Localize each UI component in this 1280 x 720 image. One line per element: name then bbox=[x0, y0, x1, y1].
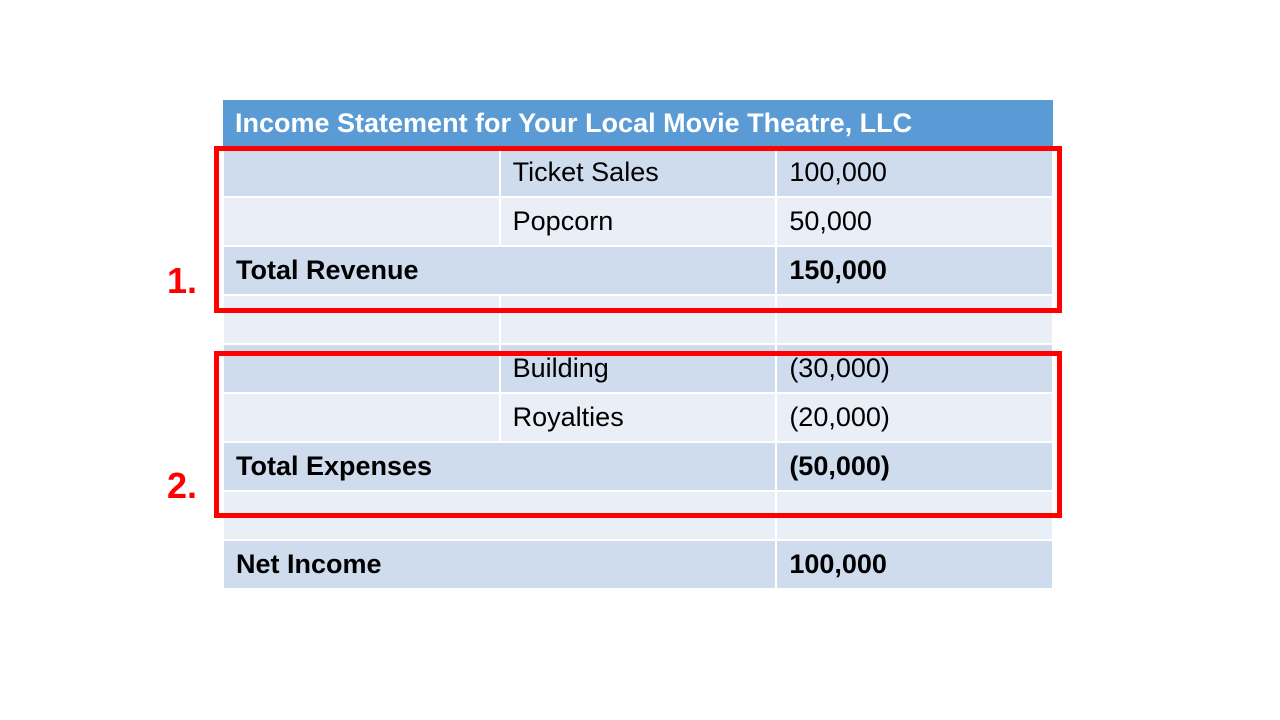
marker-1-label: 1. bbox=[167, 260, 198, 301]
net-income-row bbox=[223, 540, 1053, 589]
total-expenses-label: Total Expenses bbox=[223, 442, 776, 491]
line-item-label: Ticket Sales bbox=[500, 148, 777, 197]
revenue-highlight-box bbox=[214, 146, 1062, 313]
net-income-value: 100,000 bbox=[776, 540, 1053, 589]
line-item-label: Building bbox=[500, 344, 777, 393]
marker-2-label: 2. bbox=[167, 465, 198, 506]
expenses-highlight-box bbox=[214, 351, 1062, 518]
table-title: Income Statement for Your Local Movie Theatre, LLC bbox=[223, 100, 1053, 148]
line-item-label: Popcorn bbox=[500, 197, 777, 246]
line-item-value: 100,000 bbox=[776, 148, 1053, 197]
line-item-value: (30,000) bbox=[776, 344, 1053, 393]
total-expenses-value: (50,000) bbox=[776, 442, 1053, 491]
net-income-label: Net Income bbox=[223, 540, 776, 589]
total-revenue-label: Total Revenue bbox=[223, 246, 776, 295]
table-header-row bbox=[223, 100, 1053, 148]
line-item-value: 50,000 bbox=[776, 197, 1053, 246]
line-item-label: Royalties bbox=[500, 393, 777, 442]
total-revenue-value: 150,000 bbox=[776, 246, 1053, 295]
line-item-value: (20,000) bbox=[776, 393, 1053, 442]
